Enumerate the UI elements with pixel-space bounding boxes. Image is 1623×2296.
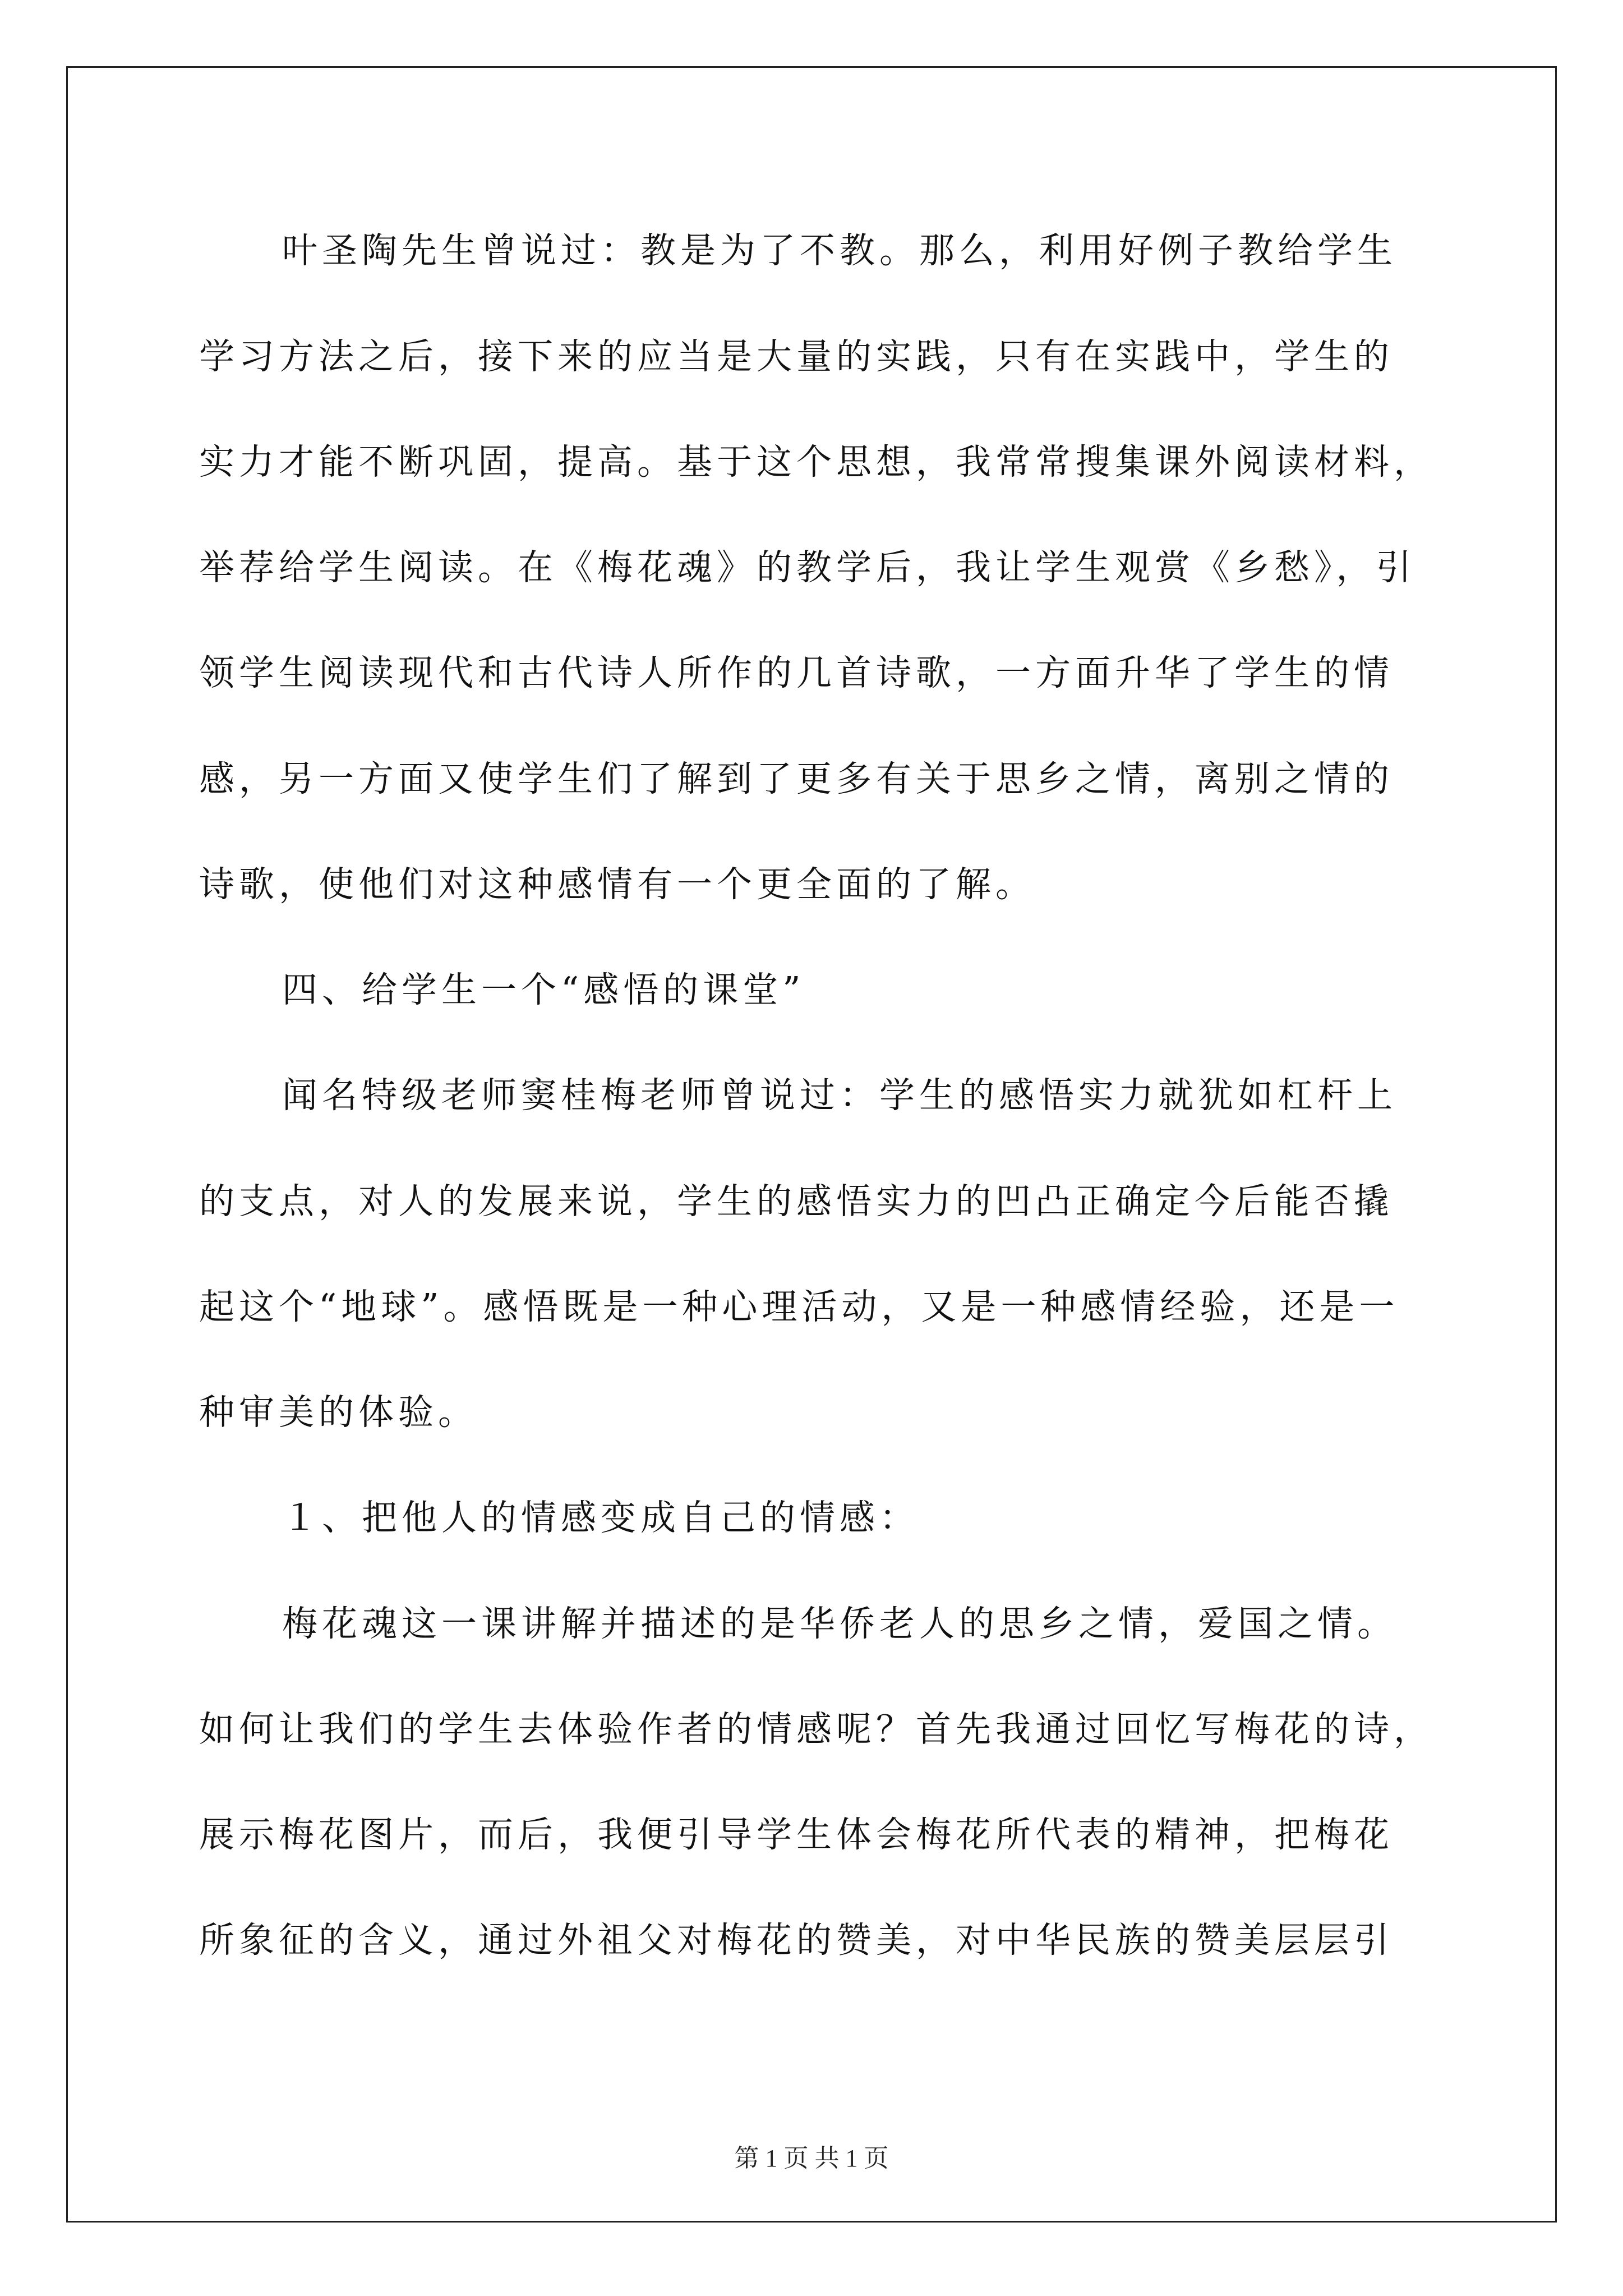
paragraph-line: 感，另一方面又使学生们了解到了更多有关于思乡之情，离别之情的 (199, 758, 1394, 799)
page-footer: 第 1 页 共 1 页 (734, 2145, 889, 2172)
paragraph-line: 实力才能不断巩固，提高。基于这个思想，我常常搜集课外阅读材料， (199, 441, 1433, 482)
paragraph-line: 所象征的含义，通过外祖父对梅花的赞美，对中华民族的赞美层层引 (199, 1920, 1394, 1961)
paragraph-line: 叶圣陶先生曾说过：教是为了不教。那么，利用好例子教给学生 (282, 230, 1397, 271)
paragraph-line: 诗歌，使他们对这种感情有一个更全面的了解。 (199, 864, 1035, 905)
paragraph-line: 学习方法之后，接下来的应当是大量的实践，只有在实践中，学生的 (199, 336, 1394, 377)
paragraph-line: 举荐给学生阅读。在《梅花魂》的教学后，我让学生观赏《乡愁》，引 (199, 547, 1416, 588)
paragraph-line: 起这个“地球”。感悟既是一种心理活动，又是一种感情经验，还是一 (199, 1286, 1399, 1327)
paragraph-line: 闻名特级老师窦桂梅老师曾说过：学生的感悟实力就犹如杠杆上 (282, 1075, 1397, 1116)
paragraph-line: 的支点，对人的发展来说，学生的感悟实力的凹凸正确定今后能否撬 (199, 1181, 1394, 1222)
subsection-heading: １、把他人的情感变成自己的情感： (282, 1497, 919, 1538)
paragraph-line: 如何让我们的学生去体验作者的情感呢？首先我通过回忆写梅花的诗， (199, 1709, 1433, 1750)
paragraph-line: 领学生阅读现代和古代诗人所作的几首诗歌，一方面升华了学生的情 (199, 652, 1394, 693)
paragraph-line: 种审美的体验。 (199, 1392, 478, 1433)
section-heading: 四、给学生一个“感悟的课堂” (282, 969, 805, 1010)
page-border (66, 66, 1557, 2223)
paragraph-line: 展示梅花图片，而后，我便引导学生体会梅花所代表的精神，把梅花 (199, 1814, 1394, 1855)
paragraph-line: 梅花魂这一课讲解并描述的是华侨老人的思乡之情，爱国之情。 (282, 1603, 1397, 1644)
